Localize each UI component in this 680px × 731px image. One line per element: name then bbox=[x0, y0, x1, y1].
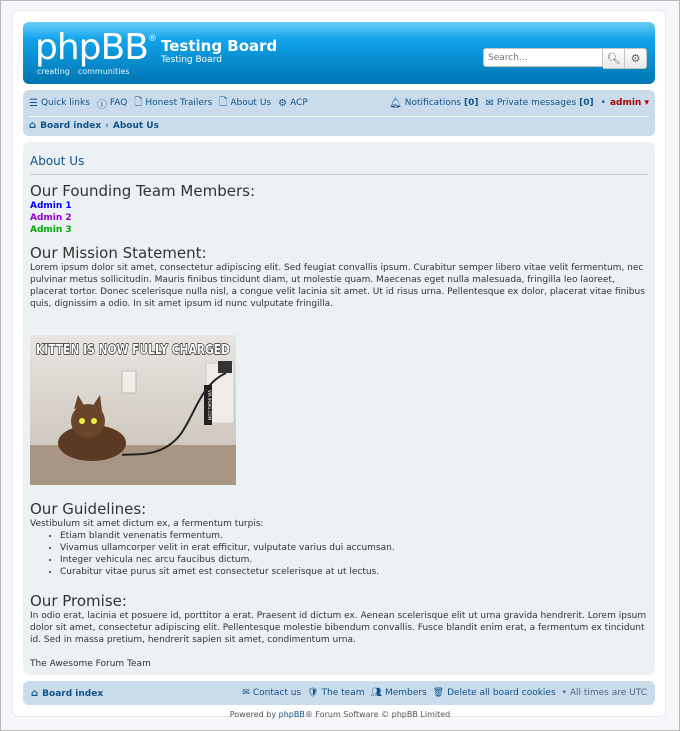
about-us-label: About Us bbox=[230, 98, 272, 108]
users-icon: 👥︎ bbox=[370, 688, 382, 698]
caret-down-icon: ▾ bbox=[644, 98, 649, 108]
home-icon: ⌂ bbox=[31, 688, 39, 699]
footer-navbar bbox=[23, 681, 655, 705]
search-button[interactable] bbox=[603, 48, 625, 69]
breadcrumb-current[interactable]: About Us bbox=[112, 120, 159, 131]
team-member[interactable]: Admin 3 bbox=[30, 225, 72, 235]
site-header bbox=[23, 22, 655, 84]
page-wrap bbox=[12, 10, 666, 717]
page-content-lower bbox=[30, 500, 648, 670]
delete-cookies-link[interactable] bbox=[433, 688, 556, 698]
file-icon: 🗋︎ bbox=[219, 96, 228, 108]
logo-text: phpBB bbox=[35, 27, 148, 68]
list-item: • Curabitur vitae purus sit amet est consectetur scelerisque at ut lectus. bbox=[60, 566, 648, 578]
hamburger-icon: ☰ bbox=[29, 97, 38, 109]
guidelines-intro: Vestibulum sit amet dictum ex, a fermentum turpis: bbox=[30, 519, 264, 529]
envelope-icon: ✉ bbox=[242, 688, 250, 698]
logo-tag-1: creating bbox=[37, 67, 70, 76]
notifications-count: [0] bbox=[463, 98, 479, 108]
trash-icon: 🗑︎ bbox=[432, 688, 445, 698]
faq-link[interactable] bbox=[97, 96, 127, 111]
notifications-link[interactable] bbox=[389, 98, 478, 109]
footer-board-index[interactable] bbox=[31, 688, 103, 699]
username: admin bbox=[609, 98, 642, 108]
page-content bbox=[30, 180, 648, 310]
gear-icon: ⚙ bbox=[630, 52, 641, 65]
acp-link[interactable] bbox=[278, 98, 308, 109]
list-item: • Etiam blandit venenatis fermentum. bbox=[60, 530, 648, 542]
about-us-link[interactable] bbox=[219, 95, 271, 112]
home-icon: ⌂ bbox=[29, 120, 37, 131]
breadcrumb bbox=[29, 120, 159, 131]
site-desc: Testing Board bbox=[161, 55, 222, 65]
contact-us-label: Contact us bbox=[252, 688, 302, 698]
team-member[interactable]: Admin 2 bbox=[30, 213, 72, 223]
notifications-label: Notifications bbox=[404, 98, 462, 108]
mission-heading: Our Mission Statement: bbox=[30, 244, 207, 262]
team-heading: Our Founding Team Members: bbox=[30, 182, 255, 200]
list-item: • Vivamus ullamcorper velit in erat efficitur, vulputate varius dui accumsan. bbox=[60, 542, 648, 554]
powered-prefix: Powered by bbox=[229, 710, 279, 719]
advanced-search-button[interactable] bbox=[625, 48, 647, 69]
navbar-divider bbox=[29, 116, 649, 117]
kitten-image bbox=[30, 335, 236, 485]
search-icon: 🔍︎ bbox=[606, 52, 621, 65]
footer-links bbox=[236, 688, 647, 698]
phpbb-logo[interactable] bbox=[35, 27, 157, 76]
timezone-label: All times are UTC bbox=[569, 688, 647, 698]
powered-suffix: ® Forum Software © phpBB Limited bbox=[304, 710, 451, 719]
logo-tag-2: communities bbox=[77, 67, 130, 76]
list-item: • Integer vehicula nec arcu faucibus dictum. bbox=[60, 554, 648, 566]
page-title: About Us bbox=[30, 154, 85, 168]
site-description bbox=[161, 37, 277, 65]
quick-links-label: Quick links bbox=[40, 98, 90, 108]
navbar bbox=[23, 90, 655, 136]
phpbb-link[interactable]: phpBB bbox=[278, 710, 305, 719]
logo-tagline bbox=[37, 67, 138, 76]
bullet-separator: • bbox=[600, 98, 606, 108]
breadcrumb-arrow-icon: ‹ bbox=[105, 120, 109, 131]
team-member[interactable]: Admin 1 bbox=[30, 201, 72, 211]
nav-links bbox=[29, 96, 649, 110]
envelope-icon: ✉ bbox=[485, 97, 494, 109]
honest-trailers-link[interactable] bbox=[134, 95, 212, 112]
pm-label: Private messages bbox=[496, 98, 577, 108]
user-menu[interactable] bbox=[610, 98, 649, 108]
signoff: The Awesome Forum Team bbox=[30, 659, 151, 669]
members-link[interactable] bbox=[371, 688, 427, 698]
footer-board-index-label: Board index bbox=[42, 688, 104, 699]
mission-text: Lorem ipsum dolor sit amet, consectetur adipiscing elit. Sed feugiat convallis ipsum. Curabitur semper libero vitae velit fermentum, nec pulvinar metus sollicitudin. Mauris finibus tincidunt diam, ut molestie quam. Maecenas eget nulla malesuada, fringilla leo laoreet, placerat tortor. Donec scelerisque nulla nisl, a congue velit lacinia sit amet. Ut id risus urna. Pellentesque ex dolor, placerat vitae finibus quis, dignissim a odio. In sit amet ipsum id nunc vulputate fringilla. bbox=[30, 263, 645, 309]
breadcrumb-board-index[interactable]: Board index bbox=[40, 120, 102, 131]
bell-icon: 🔔︎ bbox=[389, 97, 402, 109]
image-watermark: VIA 9GAG.COM bbox=[207, 390, 212, 420]
search-input[interactable] bbox=[483, 48, 603, 67]
promise-text: In odio erat, lacinia et posuere id, porttitor a erat. Praesent id dictum ex. Aenean scelerisque elit ut urna gravida hendrerit. Lorem ipsum dolor sit amet, consectetur adipiscing elit. Pellentesque molestie bibendum convallis. Fusce blandit enim erat, a fermentum ex tincidunt id. Sed in massa pretium, hendrerit sapien sit amet, condimentum urna. bbox=[30, 611, 647, 645]
title-divider bbox=[30, 174, 648, 175]
search-box bbox=[483, 48, 647, 69]
image-caption: KITTEN IS NOW FULLY CHARGED bbox=[36, 343, 231, 358]
logo-reg-mark: ® bbox=[147, 34, 157, 44]
shield-icon: 🛡︎ bbox=[307, 688, 319, 698]
kitten-illustration bbox=[30, 335, 236, 485]
the-team-link[interactable] bbox=[307, 688, 364, 698]
powered-by bbox=[0, 710, 680, 719]
file-icon: 🗋︎ bbox=[134, 96, 143, 108]
promise-heading: Our Promise: bbox=[30, 592, 127, 610]
guidelines-list bbox=[30, 530, 648, 578]
acp-label: ACP bbox=[290, 98, 308, 108]
user-links bbox=[389, 98, 649, 109]
quick-links-menu[interactable] bbox=[29, 98, 90, 109]
delete-cookies-label: Delete all board cookies bbox=[447, 688, 556, 698]
guidelines-heading: Our Guidelines: bbox=[30, 500, 147, 518]
faq-label: FAQ bbox=[109, 98, 128, 108]
cogs-icon: ⚙ bbox=[278, 97, 288, 109]
private-messages-link[interactable] bbox=[485, 98, 593, 109]
pm-count: [0] bbox=[579, 98, 594, 108]
question-icon: ⓘ bbox=[96, 99, 107, 111]
site-title[interactable]: Testing Board bbox=[161, 37, 278, 55]
contact-us-link[interactable] bbox=[242, 688, 301, 698]
content-panel bbox=[23, 142, 655, 675]
honest-trailers-label: Honest Trailers bbox=[145, 98, 213, 108]
the-team-label: The team bbox=[321, 688, 365, 698]
members-label: Members bbox=[384, 688, 427, 698]
timezone-text: • All times are UTC bbox=[561, 688, 647, 698]
